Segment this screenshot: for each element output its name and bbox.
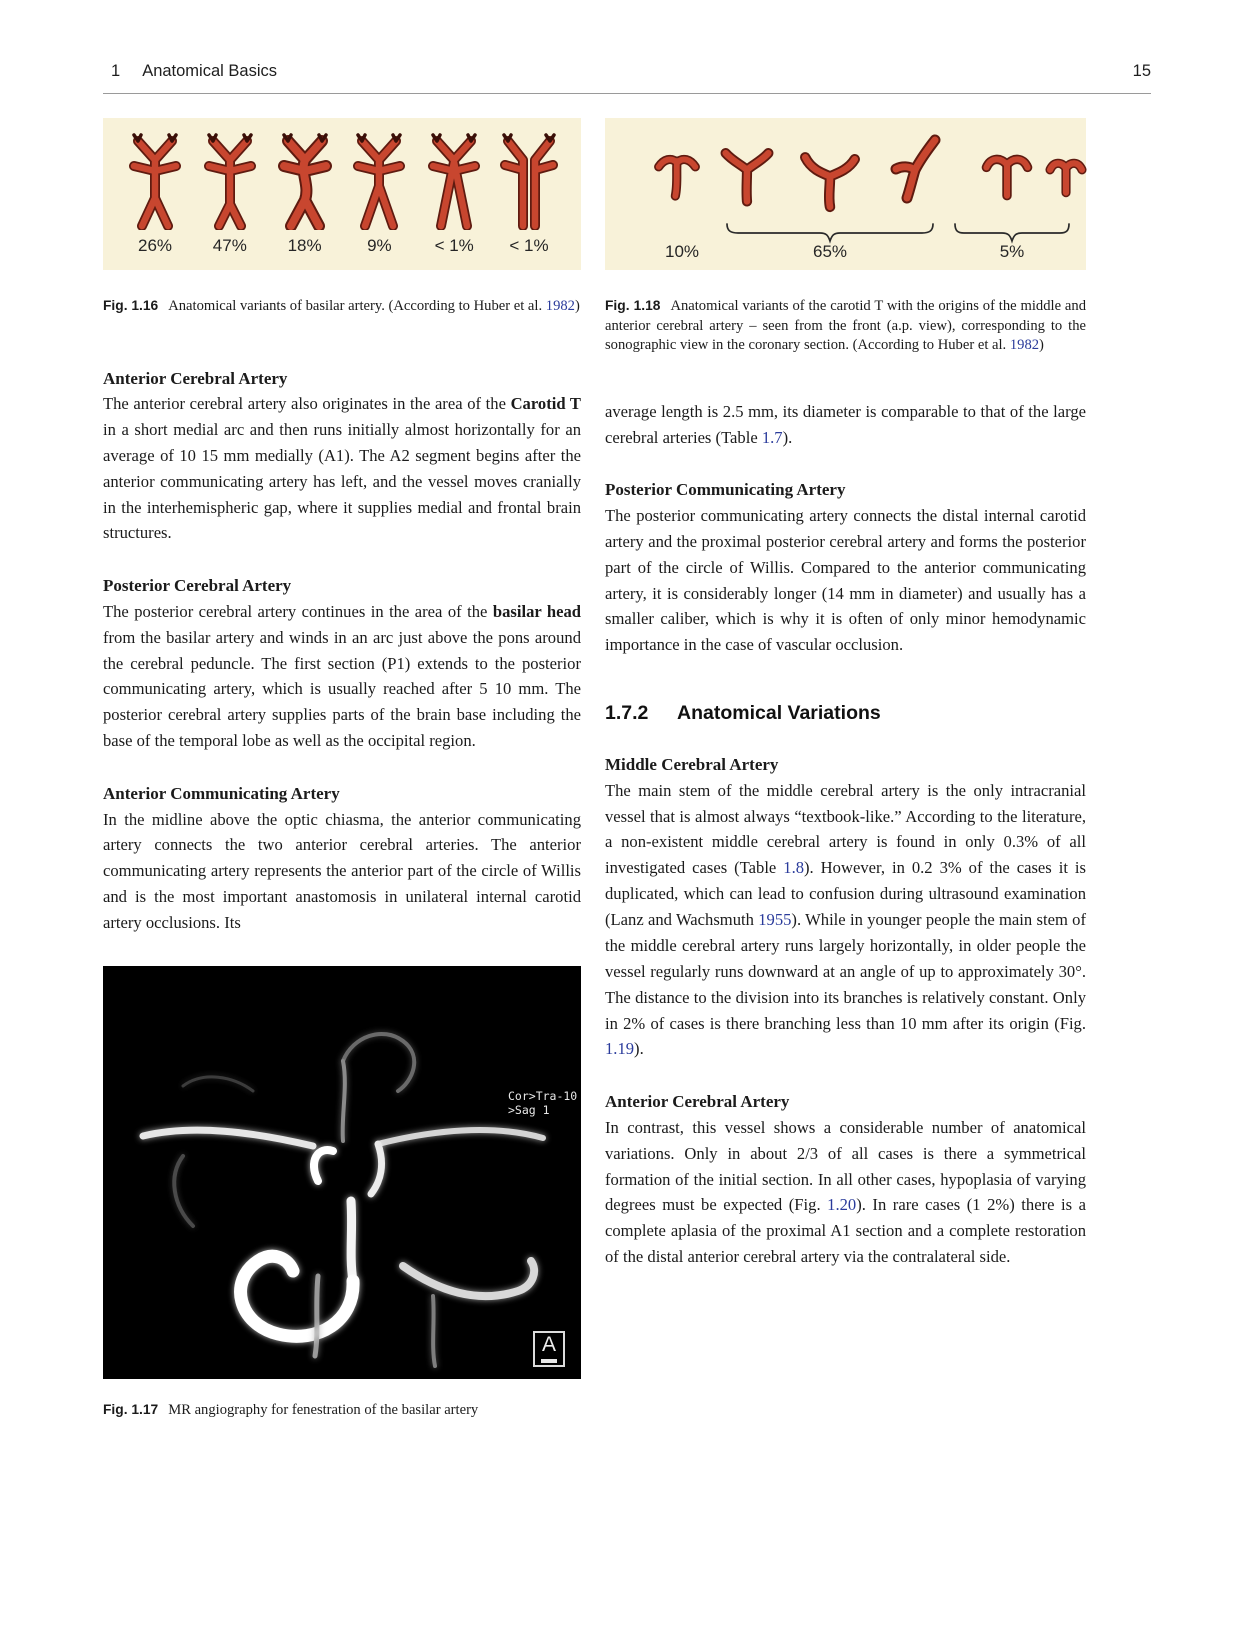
basilar-variant-1-illustration [119, 130, 191, 230]
basilar-variant-5-illustration [418, 130, 490, 230]
section-anterior-cerebral-artery-variations [605, 1089, 1086, 1270]
group-percentage-label: 65% [812, 242, 848, 261]
carotid-t-variant-3-illustration [790, 144, 870, 224]
bold-term: basilar head [492, 601, 581, 621]
section-middle-cerebral-artery [605, 752, 1086, 1062]
section-heading: Anterior Cerebral Artery [605, 1092, 790, 1112]
section-heading: Posterior Communicating Artery [605, 480, 846, 500]
figure-1-17-caption [103, 1401, 581, 1421]
figure-1-16-caption-text: Anatomical variants of basilar artery. (According to Huber et al. 1982) [168, 298, 580, 314]
figure-1-16-caption [103, 297, 581, 317]
group-brace-5-percent [953, 222, 1071, 244]
basilar-variant-3-illustration [269, 130, 341, 230]
right-column [605, 118, 1086, 1270]
mr-overlay-line-1: Cor>Tra-10 [508, 1088, 578, 1103]
cross-reference-link[interactable]: 1.8 [783, 858, 805, 878]
figure-1-18-caption-text: Anatomical variants of the carotid T with the origins of the middle and anterior cerebral artery – seen from the front (a.p. view), corresponding to the sonographic view in the coronary section. (According to Huber et al. 1982) [605, 298, 1086, 354]
figure-1-16-caption-label: Fig. 1.16 [103, 298, 159, 313]
basilar-variant-5 [418, 130, 490, 270]
variant-percentage-label: 47% [212, 236, 247, 255]
chapter-title: Anatomical Basics [142, 62, 277, 80]
basilar-variant-4 [343, 130, 415, 270]
basilar-variant-2-illustration [194, 130, 266, 230]
section-posterior-communicating-artery [605, 477, 1086, 658]
basilar-variant-6-illustration [493, 130, 565, 230]
basilar-variant-2 [194, 130, 266, 270]
header-rule [103, 93, 1151, 94]
carotid-t-variant-4-illustration [887, 134, 947, 220]
carotid-t-variant-1-illustration [645, 146, 709, 216]
section-paragraph: In the midline above the optic chiasma, the anterior communicating artery connects the two anterior cerebral arteries. The anterior communicating artery represents the anterior part of the circle of Willis and is the most important anastomosis in unilateral internal carotid artery occlusions. Its [103, 809, 581, 933]
cross-reference-link[interactable]: 1955 [758, 910, 792, 930]
group-percentage-label: 10% [664, 242, 700, 261]
section-paragraph: The main stem of the middle cerebral artery is the only intracranial vessel that is almost always “textbook-like.” According to the literature, a non-existent middle cerebral artery is found in only 0.3% of all investigated cases (Table 1.8). However, in 0.2 3% of the cases it is duplicated, which can lead to confusion during ultrasound examination (Lanz and Wachsmuth 1955). While in younger people the main stem of the middle cerebral artery runs largely horizontally, in older people the vessel regularly runs downward at an angle of up to approximately 30°. The distance to the division into its branches is relatively constant. Only in 2% of cases is there branching less than 10 mm after its origin (Fig. 1.19). [605, 780, 1086, 1059]
bold-term: Carotid T [510, 394, 581, 414]
cross-reference-link[interactable]: 1982 [545, 298, 575, 314]
subsection-heading-1-7-2 [605, 702, 1086, 725]
left-column [103, 118, 581, 1420]
carotid-t-variant-2-illustration [713, 142, 781, 220]
cross-reference-link[interactable]: 1.19 [605, 1039, 635, 1059]
running-head [103, 62, 1151, 81]
section-paragraph: The posterior cerebral artery continues in the area of the basilar head from the basilar artery and winds in an arc just above the pons around the cerebral peduncle. The first section (P1) extends to the posterior communicating artery, which is usually reached after 5 10 mm. The posterior cerebral artery supplies parts of the brain base including the base of the temporal lobe as well as the occipital region. [103, 601, 581, 751]
section-paragraph: The posterior communicating artery connects the distal internal carotid artery and the proximal posterior cerebral artery and forms the posterior part of the circle of Willis. Compared to the anterior communicating artery, it is considerably longer (14 mm in diameter) and usually has a smaller caliber, which is why it is often of only minor hemodynamic importance in the case of vascular occlusion. [605, 505, 1086, 655]
mr-scan-parameters-overlay [508, 1089, 577, 1118]
group-brace-65-percent [725, 222, 935, 244]
section-heading: Middle Cerebral Artery [605, 755, 779, 775]
variant-percentage-label: < 1% [509, 236, 549, 255]
basilar-variant-1 [119, 130, 191, 270]
carotid-t-variant-5-illustration [973, 146, 1041, 218]
figure-1-18-caption-label: Fig. 1.18 [605, 298, 661, 313]
section-heading: Posterior Cerebral Artery [103, 576, 292, 596]
variant-percentage-label: 18% [287, 236, 322, 255]
group-percentage-label: 5% [999, 242, 1025, 261]
variant-percentage-label: < 1% [434, 236, 474, 255]
section-paragraph: In contrast, this vessel shows a considerable number of anatomical variations. Only in about 2/3 of all cases is there a symmetrical formation of the initial section. In all other cases, hypoplasia of varying degrees must be expected (Fig. 1.20). In rare cases (1 2%) there is a complete aplasia of the proximal A1 section and a complete restoration of the distal anterior cerebral artery via the contralateral side. [605, 1117, 1086, 1267]
figure-1-18-caption [605, 297, 1086, 356]
section-heading: Anterior Cerebral Artery [103, 368, 288, 388]
figure-1-17-mr-angiography-image [103, 966, 581, 1379]
page-number: 15 [1132, 62, 1151, 80]
figure-1-18-panel [605, 118, 1086, 270]
basilar-variant-3 [269, 130, 341, 270]
basilar-variant-4-illustration [343, 130, 415, 230]
cross-reference-link[interactable]: 1.7 [761, 427, 783, 447]
section-posterior-cerebral-artery [103, 573, 581, 754]
continuation-paragraph: average length is 2.5 mm, its diameter is comparable to that of the large cerebral arteries (Table 1.7). [605, 401, 1086, 447]
orientation-marker-a: A [533, 1331, 565, 1367]
cross-reference-link[interactable]: 1982 [1009, 337, 1040, 354]
variant-percentage-label: 9% [367, 236, 392, 255]
cross-reference-link[interactable]: 1.20 [827, 1195, 857, 1215]
basilar-variant-6 [493, 130, 565, 270]
figure-1-17-caption-text: MR angiography for fenestration of the basilar artery [168, 1401, 479, 1418]
section-anterior-cerebral-artery [103, 366, 581, 547]
section-heading: Anterior Communicating Artery [103, 784, 340, 804]
section-paragraph: The anterior cerebral artery also originates in the area of the Carotid T in a short medial arc and then runs initially almost horizontally for an average of 10 15 mm medially (A1). The A2 segment begins after the anterior communicating artery has left, and the vessel moves cranially in the interhemispheric gap, where it supplies medial and frontal brain structures. [103, 394, 581, 543]
section-anterior-communicating-artery [103, 781, 581, 936]
subsection-number: 1.7.2 [605, 702, 649, 725]
mr-angiography-vessels-illustration [103, 966, 581, 1379]
figure-1-16-panel [103, 118, 581, 270]
carotid-t-variant-6-illustration [1039, 150, 1093, 214]
subsection-title: Anatomical Variations [677, 702, 881, 725]
chapter-number: 1 [111, 62, 121, 80]
variant-percentage-label: 26% [137, 236, 173, 255]
mr-overlay-line-2: >Sag 1 [508, 1103, 550, 1118]
figure-1-17-caption-label: Fig. 1.17 [103, 1401, 159, 1417]
